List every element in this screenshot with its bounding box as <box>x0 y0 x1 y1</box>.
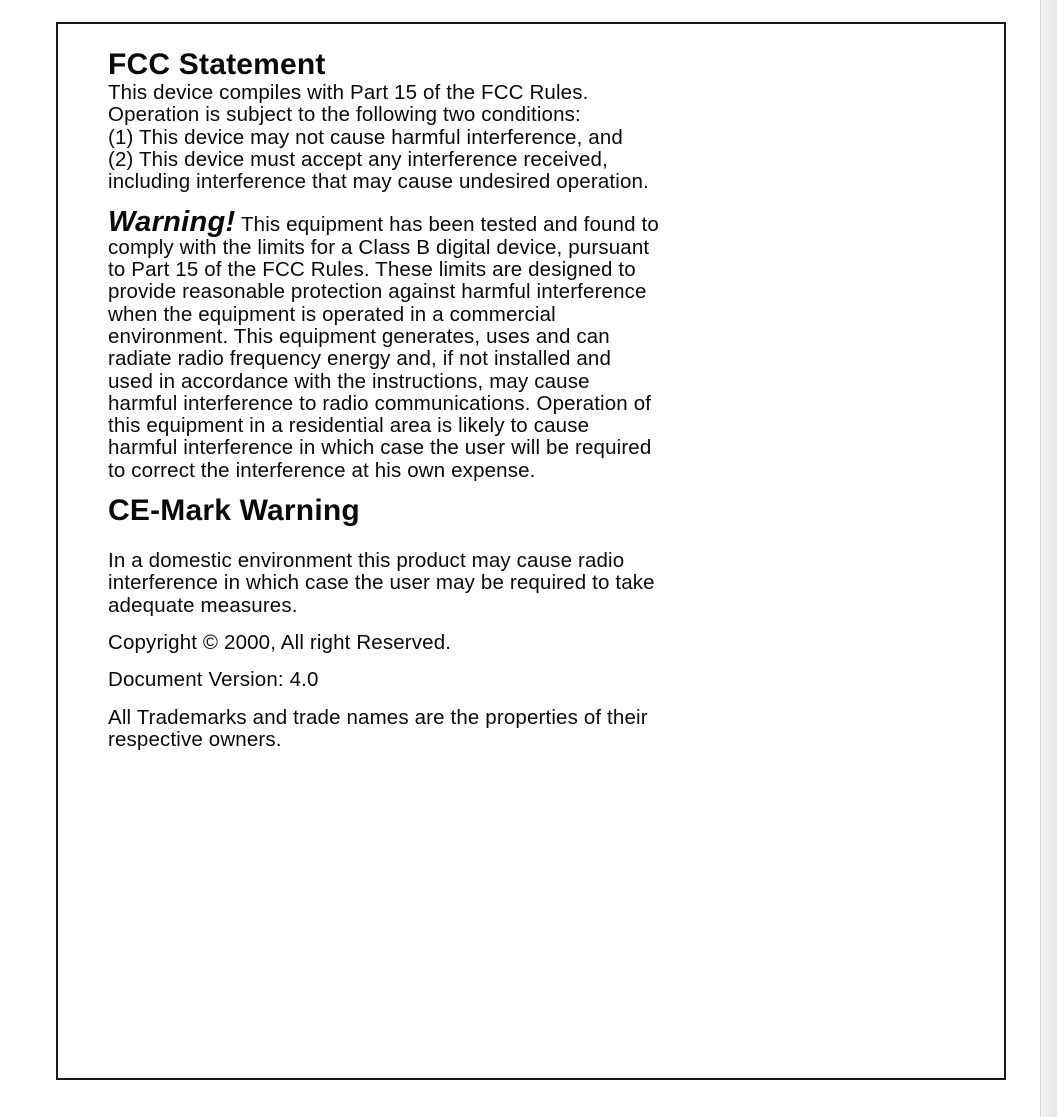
document-page <box>56 22 1006 1080</box>
warning-line: to correct the interference at his own expense. <box>108 458 536 482</box>
fcc-statement-section <box>108 48 968 193</box>
ce-line: In a domestic environment this product may cause radio <box>108 549 625 573</box>
fcc-statement-title: FCC Statement <box>108 48 326 81</box>
warning-section <box>108 206 968 482</box>
fcc-line: Operation is subject to the following two conditions: <box>108 103 581 127</box>
ce-line: adequate measures. <box>108 593 298 617</box>
warning-line: environment. This equipment generates, uses and can <box>108 324 610 348</box>
warning-line: radiate radio frequency energy and, if not installed and <box>108 347 612 371</box>
trademarks-line: All Trademarks and trade names are the properties of their <box>108 705 648 729</box>
warning-line: harmful interference in which case the user will be required <box>108 436 652 460</box>
trademarks-notice <box>108 707 968 752</box>
warning-line: used in accordance with the instructions, may cause <box>108 369 590 393</box>
ce-mark-title: CE-Mark Warning <box>108 494 360 528</box>
trademarks-line: respective owners. <box>108 727 282 751</box>
warning-line: to Part 15 of the FCC Rules. These limits are designed to <box>108 258 636 282</box>
warning-line: this equipment in a residential area is likely to cause <box>108 414 590 438</box>
fcc-line: (1) This device may not cause harmful interference, and <box>108 125 623 149</box>
warning-line: This equipment has been tested and found to <box>235 213 659 237</box>
fcc-statement-text <box>108 82 968 193</box>
document-version: Document Version: 4.0 <box>108 668 319 692</box>
fcc-line: This device compiles with Part 15 of the FCC Rules. <box>108 81 589 104</box>
warning-line: when the equipment is operated in a commercial <box>108 302 556 326</box>
fcc-line: including interference that may cause undesired operation. <box>108 170 649 194</box>
warning-line: provide reasonable protection against harmful interference <box>108 280 647 304</box>
warning-line: harmful interference to radio communications. Operation of <box>108 391 652 415</box>
warning-lead: Warning! <box>108 206 236 239</box>
warning-line: comply with the limits for a Class B digital device, pursuant <box>108 235 650 259</box>
ce-mark-section <box>108 494 968 617</box>
document-content <box>108 48 968 751</box>
ce-line: interference in which case the user may be required to take <box>108 571 655 595</box>
ce-mark-text <box>108 550 968 617</box>
copyright-notice: Copyright © 2000, All right Reserved. <box>108 630 452 654</box>
fcc-line: (2) This device must accept any interference received, <box>108 147 608 171</box>
warning-text <box>108 206 968 482</box>
page-edge-shadow <box>1040 0 1057 1117</box>
